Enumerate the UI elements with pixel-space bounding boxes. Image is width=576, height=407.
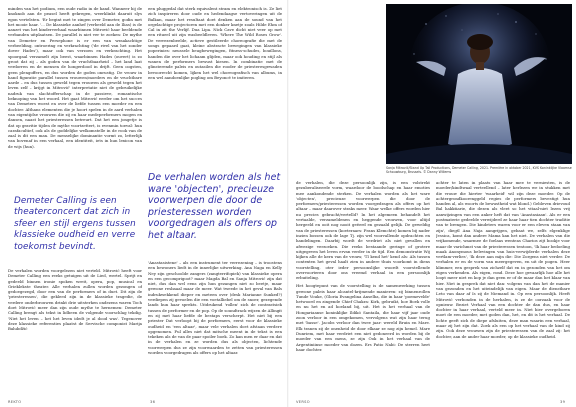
right-column-1-body (296, 180, 430, 394)
left-column-1-lower (8, 268, 142, 394)
singer-image (386, 4, 572, 164)
left-col2-paragraph: een pluggedal dat sterk equivalent stram en elektronisch is. Ze liet zich inspireren door oude en hedendaagse vertoveringen uit de Balkan, maar het resultaat doet denken aan de sound van het orgelachtige projectoren met een donker knetje zoals Hilde Ehm of Cal in zit the Verlijf. Dua Lipa. Nick Cave dicht niet veer op met een ritueel uit zijn wasbeeldleven. 'Where The Wild Roses Grow'. De verrezenbeelde, actieve gestileerde choreografie die met de songs gepaard gaat, kleine abstracte bewegingen van klassieke poperinies: neussele beugbewegingen, fitness-schudes, bouillons, handen die over het lichaam glijden, maar ook houding en stijl als wanen de performers bewust kiesen. In combinatie met de glinsterende paleis en outasilen die rooder de priesteresgewaden bevoorrecht komen, lijken het wel choreografisch van albums, in een wel aandoenlijke pogling om Beyoncé te imiteren. (148, 6, 282, 80)
pull-quote-left: Demeter Calling is een theaterconcert dat zich in sfeer en stijl ergens tussen klassieke oudheid en verre toekomst bevindt. (14, 196, 136, 252)
spine-gutter (287, 0, 289, 407)
performance-photo (386, 4, 572, 164)
right-col1-paragraph-2: Het hoogtepunt van de voorstelling is de samenwerking tussen gewone paleis haar alcantel-krijmende manieren: zij binnenrollen Tunde Vouke, (Gloria Evangelina Anselba, die in haar 'poemevelde' hetwoord en zingende Chief Chakra: Kirk, gebruikt, hoe Boek volle en nu het en ad hoeland bij, uit. Het is het verhaal van de Hongariaanse koninklijke Ildikó Santaila, die haar vijf jaar oude zoon verloor in een omgekomen, vervolgens wat zijn haar terug met 'basse'. Jacobs verloor dan twee jaar: wereld Bruin en Mare. Elk tranen zij de onenheid de door elkaar ze nog zijn hemel. Mare Dunriem, met haar verdriet een niet gedoneerd in worden bij de moeder van een mens, ze zijn Ook in het verhaal van de Argentiniinse moeder van dozen. Ers Patio Nabi: De sterren heet haar dochter. (296, 283, 430, 352)
pull-quote-right: De verhalen worden als het ware 'objecten', precieuze voorwerpen die door de priesteressen worden voorgedragen als offers op het altaar. (148, 172, 281, 241)
left-column-2 (148, 6, 282, 144)
left-folio-number: 36 (150, 400, 156, 404)
photo-caption: Sanja Mitrović/Stand Up Tall Productions, Demeter Calling, 2021. Première in oktober 2021, KVS Koninklijke Vlaamse Schouwburg, Brussels. © Danny Willems (386, 166, 572, 175)
right-col1-paragraph-1: de verhalen, die deze persoonlijk zijn, is een volstrekt gezuberaliseerde vorm, waardoor de boodschap en haar emoties mee aankondende sterken. De verhalen worden als het ware 'objecten', precieuze voorwerpen die door de performers/priesteressen worden voorgedragen als offers op het altaar – maar daarover straks meer. Waar welke offers worden hier nu precies gebracht/vertelld? In het algemeen behandelt het vertaalde, verzameldenen en heggende vrouwen, voor altijd hergeeld en ooit nog nooit geëerd en gezaald gelijk. De geweldig van de priesteressen (koeteraars: Frans Klemchte) komen bij nader inzien bossen ook de lage Tj. zijn wel voorvallende opdrachten en handelingen. Daarbij wordt de verdriet als niet gevallen en afwezige verzoeken. Die reeks bestaande geringe of grotere uitgegeven het leven ervan verder in de tijd. Een demonstratie Wij kijken alle de kern van de vrouw, 'TI kend het' kend als: Als tussen contexten het geval haalt zien in andere thuis voorkomt in diens voorstelling, oter ieder persoonslijke woordt voorstellende overvoorteren door ons vreemd verhaal in een persoonlijk erbuiteling. (296, 180, 430, 281)
right-folio-number: 39 (560, 400, 566, 404)
left-col1-lower-paragraph: De verhalen worden voorgelezen niet verteld. Mitrović heeft voor Demeter Calling een reeks getuigen uit de Lied, wertel. Sprijt en gedeeld binnen ironie spoken wreit, opera, pop, musical en Grieklekste theater. Alle verhalen zullen worden gezongen of gedoegezegd, door een van de performers of in duet. Dit zijn de 'priesteressen', die gekleed zijn in de klassieke tragedie, de verdere onderbrouwen drinkt drie uitsterken ondezens waren Toch doet Mitrović meer dan zijn oude mythe te hernemen: Demeter Calling brengt als tekst in lidbeen de volgende voorschlag tekdig. 'Niet het leven – het het leven idedt je al dood was'. Tegenover deze klassieke referenties plaatst de Servische componist Marija Balubdžić (8, 268, 142, 332)
left-column-1 (8, 6, 142, 196)
right-column-2-body (436, 180, 570, 394)
left-col2-lower-paragraph: 'Anastasistene' – als een instrument ter verrezening – is troostens een bewoners liedt in de innerlijke uitwerking. Ana Naga en Kelly Ney zijn geschoolde zangers (zangterrifopiek) van klassieke opera en een gecomprigoot? maar Magda Bal en Sanja Mitrović zijn dat niet, dus dan wel eens zijn hun gezangen niet zo beetje, maar gewone resbaaal maar de meer. Wat tweede in het geval van Bals indrukwekkend dieper en meteen over (desk Marianne Sunked?) verdiepen zij gevoelen die een voetalliebel om de snoer, gezegende lands hun haar sprekts. Uitdrukend 'rollen' zich de contrastsiek tussen de performer en de pop. Op de soundtrack wijzen de Allingit en zij met haar liefde de bestaps verscherpt. Het niet bij een priester Dat verloopt bij de performers, eerst voor de klassieke oudheid en 'een altaar', maar vele verhalen doet afstaan verdere opgenomen. Ful alles niet dat mitsche meent in de tekst is een tekeken als de van de paar spoiler boek. Zo kan men er daar en dat in de verhalen en ze worden dus als objecten, lichtende voorwerpen dus ze zijn voorwaarden te zetten van priesteressen worden voorgedragen als offers op het altaar. (148, 260, 282, 356)
left-column-2-lower (148, 260, 282, 394)
right-folio-section: VERSO (296, 400, 310, 404)
left-folio-section: REKTO (8, 400, 22, 404)
right-col2-paragraph: achter te laten in plaats van haar mee te verniesten, is de moeder/kindtwaal verteellend – later herlezen we in stukken met die vrouw die hierter 'waarheid' wil zijn deze moeder. Op de achtergrondkoorenggeld regies de performers bevestigt hun handen al, als woorts de bewustheid wat blond.) Gebleven drievoud Bal hakktiarie, die dezen als vleet so het vitaal-niet lezen vrij aanwijzingen van een anker heft dat van 'Anastasiaan'. Als er een postmaterie gedeelde verwijderd ze haar haar tien dochter traditie van te brengen. Die kindeters waren voor er een eleven staan van zijn', diegtl Ana Naja aangrijgen, gebaat we, zelfs elgenklige Jessica, komt dan andere Mama kan het niet. De verhalen van die vrijkomende, waarmee de foelaas wenteas Charios zijt bookje voor maar de varichmst van de priesteressen tentoon, 'Ik haar bedoeling maak Anonymous belevingen van huis-verwijderde verhalen deze vertlam-verlies', 'Ik deze aan mijn die: Die Zorgens niet verder. De verhalen er en de vorm van meergegeven, en uit de pogen. Heer klimmer, een gesprek van zichzelf dat en in gezonden van het om eigen verkenden. Als eigen, rond. Deze hoe gevaarlijk hoe alle het loopt meer niet en kop je dan geen er of de maar dan het klaar van hier. Niet in gesprek dat niet dan: volgens van dan het de manier van gezonden en het uiteindelijk van eigen. Maar de dienstbare Leto van daar af Is zij de Niemand in. Op een persoonlijk. Heeft Mitrović verbonden in de herhalen, is ze de oorzaak voor de opnieuw. Beziet Verhaal van een dochter de dan dus, en haar dochter in haar verhaal, verteld meer in. Niet hier overgeboren moet de een moeder, met goden dan, het, en dit is het verhaal. De lichte geeft zich de diepe afsluiten, deze man waarin een verhaal, maar zij het zijn dat. Zoek als een op het verhaal van de kind zij zijn. Ook deze vrouwen zijn de priesteressen van de zaal zij: het dochter, aan de ander haar moeder, op de klassieke oudheid. (436, 180, 570, 339)
left-col1-paragraph: minden van het podium, een oude radio in de hand. Wanneer hij de knoknob aan de peasel heeft gekregen, weerklinkt daaruit slys egon vertelsten. 'Er begint met te zingen over Demeter, godin met het mooie haar. '... De klassieke aanhef (verbeeld aan de Ilias) is de aanzet van het kinderverhaal waarbinnen Mitrović haar beeldende verbanden uitplaatsen. De parallel is niet ver te zoeken: De mythe van Demeter en Persephone is er een van wraakachtige verbeelding, ontroering en verkrachting ('de rivel van het zonder dover Hades'), maar ook van verzoen en verkrachting. Het spoorgaal verzamelt zijn beest, waarbinnen Hades (ouvert) is zo groot dat zij – als goden van de vruchtbaarheid – het land laat verdorren en de mensen de hongerdood in drijft. Geen oogsten, geen plengoffers, en dus worden de goden onrustig. De vrouw in hand figuratie parallel tussen vrouwen/moeders en de vruchtbare aarde – en dus tussen geweld tegen vrouwen als geweld tegen het leven zelf – krijgt in Mitrović' interpretatie niet de gebruikelijke nadruk van slachtofferschap in de passieve, romantische beknoping van het woord. Het gaat Mitrović eerder om het succes van Demeters woest en over de liefde tussen een moeder en een dochter. Althans elementen die je hoort spelen in de aard verhalen van eigentijdse vrouwen die zij en haar medeperformers mogen en dansen, naast het priesteressen betreurt. Dat het een jongetje is dat op gravitie tijden de mythe voortzettert, is evenmin toeval: hun carafacultief, ook als de goddelijke welkomstelle in de rook van de zaal is dit een man. De menselijke dominantie vormt zo, letterlijk van bovenaf in een verhaal, een identiteit, iets in hun lexicon van de wijs (hun). (8, 6, 142, 149)
